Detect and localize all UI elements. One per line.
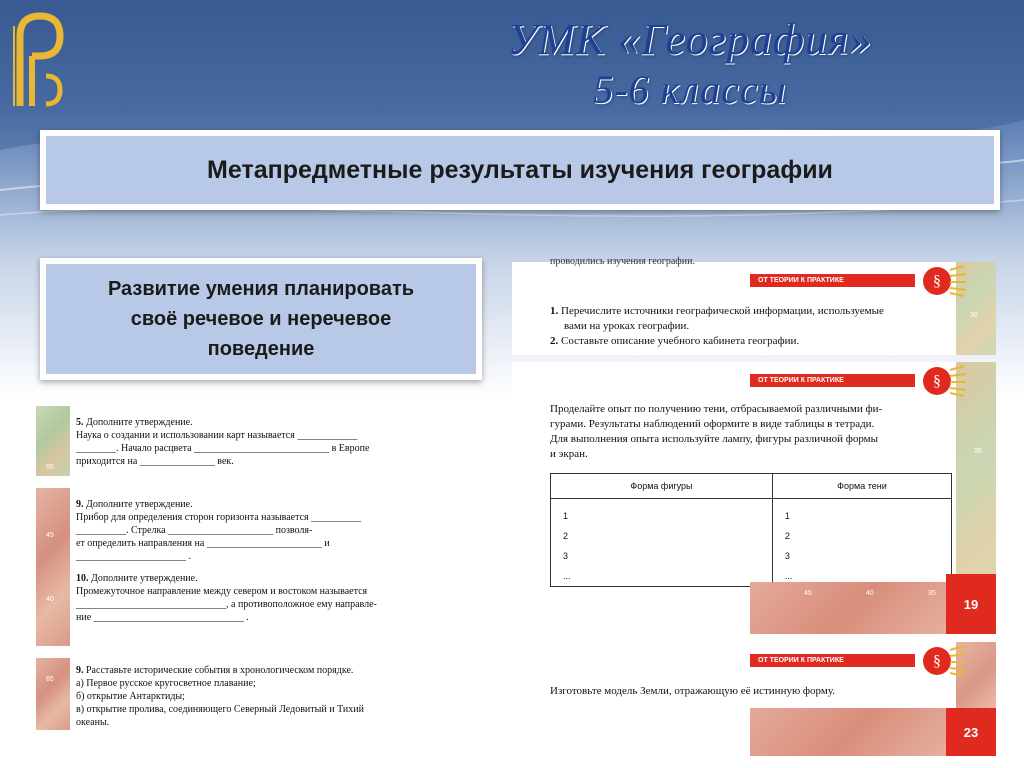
table-cell: 3 <box>551 546 773 566</box>
task-line: Наука о создании и использовании карт называется ____________ <box>76 430 358 441</box>
task-line: в) открытие пролива, соединяющего Северный Ледовитый и Тихий <box>76 704 364 715</box>
skill-box-text <box>46 264 476 374</box>
cut-off-text: проводились изучения географии. <box>550 256 695 267</box>
map-number: 35 <box>928 590 936 597</box>
task-line: гурами. Результаты наблюдений оформите в виде таблицы в тетради. <box>550 418 875 430</box>
table-cell: 2 <box>772 526 951 546</box>
task-line: ________. Начало расцвета ___________________________ в Европе <box>76 443 370 454</box>
practice-section-icon <box>920 264 968 298</box>
task-line: Составьте описание учебного кабинета географии. <box>561 335 800 347</box>
task-line: Расставьте исторические события в хронологическом порядке. <box>86 665 354 676</box>
practice-badge: ОТ ТЕОРИИ К ПРАКТИКЕ <box>750 374 915 387</box>
table-cell: 1 <box>772 499 951 527</box>
table-cell: 2 <box>551 526 773 546</box>
task-line: ______________________________, а противоположное ему направле- <box>76 599 377 610</box>
skill-box <box>40 258 482 380</box>
experiment-table <box>550 473 952 587</box>
table-header: Форма тени <box>772 474 951 499</box>
svg-text:§: § <box>933 373 941 390</box>
textbook-excerpt-1 <box>512 256 996 355</box>
workbook-excerpt-2 <box>36 488 480 646</box>
table-row <box>551 499 952 527</box>
task-line: Дополните утверждение. <box>86 499 193 510</box>
task-line: Перечислите источники географической информации, используемые <box>561 305 884 317</box>
task-line: Дополните утверждение. <box>91 573 198 584</box>
table-row <box>551 546 952 566</box>
map-strip-number: 30 <box>970 312 978 319</box>
task-line: и экран. <box>550 448 588 460</box>
task-line: Дополните утверждение. <box>86 417 193 428</box>
task-number: 2. <box>550 335 559 347</box>
section-banner-text: Метапредметные результаты изучения географии <box>46 136 994 204</box>
practice-badge: ОТ ТЕОРИИ К ПРАКТИКЕ <box>750 274 915 287</box>
workbook-excerpt-1 <box>36 406 480 476</box>
skill-line-2: своё речевое и неречевое <box>130 308 392 330</box>
map-number: 40 <box>866 590 874 597</box>
task-number: 1. <box>550 305 559 317</box>
task-line: Промежуточное направление между севером и востоком называется <box>76 586 368 597</box>
task-line: __________. Стрелка _____________________ позволя- <box>76 525 313 536</box>
map-strip <box>36 488 70 646</box>
task-line: океаны. <box>76 717 110 728</box>
task-number: 9. <box>76 499 84 510</box>
task-line: вами на уроках географии. <box>564 320 690 332</box>
page-number: 19 <box>946 574 996 634</box>
publisher-logo-icon <box>10 6 70 114</box>
map-number: 45 <box>804 590 812 597</box>
map-block <box>750 582 956 634</box>
map-block <box>750 708 956 756</box>
map-strip <box>36 406 70 476</box>
map-strip-number: 55 <box>46 464 54 471</box>
skill-line-3: поведение <box>207 338 315 360</box>
task-line: Прибор для определения сторон горизонта называется __________ <box>76 512 362 523</box>
textbook-excerpt-2 <box>512 362 996 634</box>
task-line: б) открытие Антарктиды; <box>76 691 185 702</box>
practice-section-icon <box>920 644 968 678</box>
table-row <box>551 526 952 546</box>
task-line: Изготовьте модель Земли, отражающую её истинную форму. <box>550 685 835 697</box>
table-header-row <box>551 474 952 499</box>
table-cell: ... <box>551 566 773 587</box>
task-line: Для выполнения опыта используйте лампу, фигуры различной формы <box>550 433 879 445</box>
task-line: Проделайте опыт по получению тени, отбрасываемой различными фи- <box>550 403 883 415</box>
table-cell: 3 <box>772 546 951 566</box>
skill-line-1: Развитие умения планировать <box>107 278 415 300</box>
practice-section-icon <box>920 364 968 398</box>
svg-text:§: § <box>933 653 941 670</box>
table-cell: 1 <box>551 499 773 527</box>
map-strip-number: 40 <box>46 596 54 603</box>
slide-title: УМК «География» <box>507 15 873 64</box>
slide-subtitle: 5-6 классы <box>593 67 787 112</box>
map-strip-number: 65 <box>46 676 54 683</box>
section-banner <box>40 130 1000 210</box>
task-line: ______________________ . <box>76 551 191 562</box>
map-strip-number: 35 <box>974 448 982 455</box>
practice-badge: ОТ ТЕОРИИ К ПРАКТИКЕ <box>750 654 915 667</box>
task-number: 5. <box>76 417 84 428</box>
task-line: ет определить направления на _______________________ и <box>76 538 330 549</box>
task-line: приходится на _______________ век. <box>76 456 234 467</box>
table-header: Форма фигуры <box>551 474 773 499</box>
workbook-excerpt-3 <box>36 658 480 730</box>
page-number: 23 <box>946 708 996 756</box>
map-strip-number: 45 <box>46 532 54 539</box>
task-line: а) Первое русское кругосветное плавание; <box>76 678 256 689</box>
task-number: 10. <box>76 573 89 584</box>
svg-text:§: § <box>933 273 941 290</box>
textbook-excerpt-3 <box>512 642 996 756</box>
map-strip <box>36 658 70 730</box>
task-line: ние ______________________________ . <box>76 612 249 623</box>
task-number: 9. <box>76 665 84 676</box>
table-cell: ... <box>772 566 951 587</box>
